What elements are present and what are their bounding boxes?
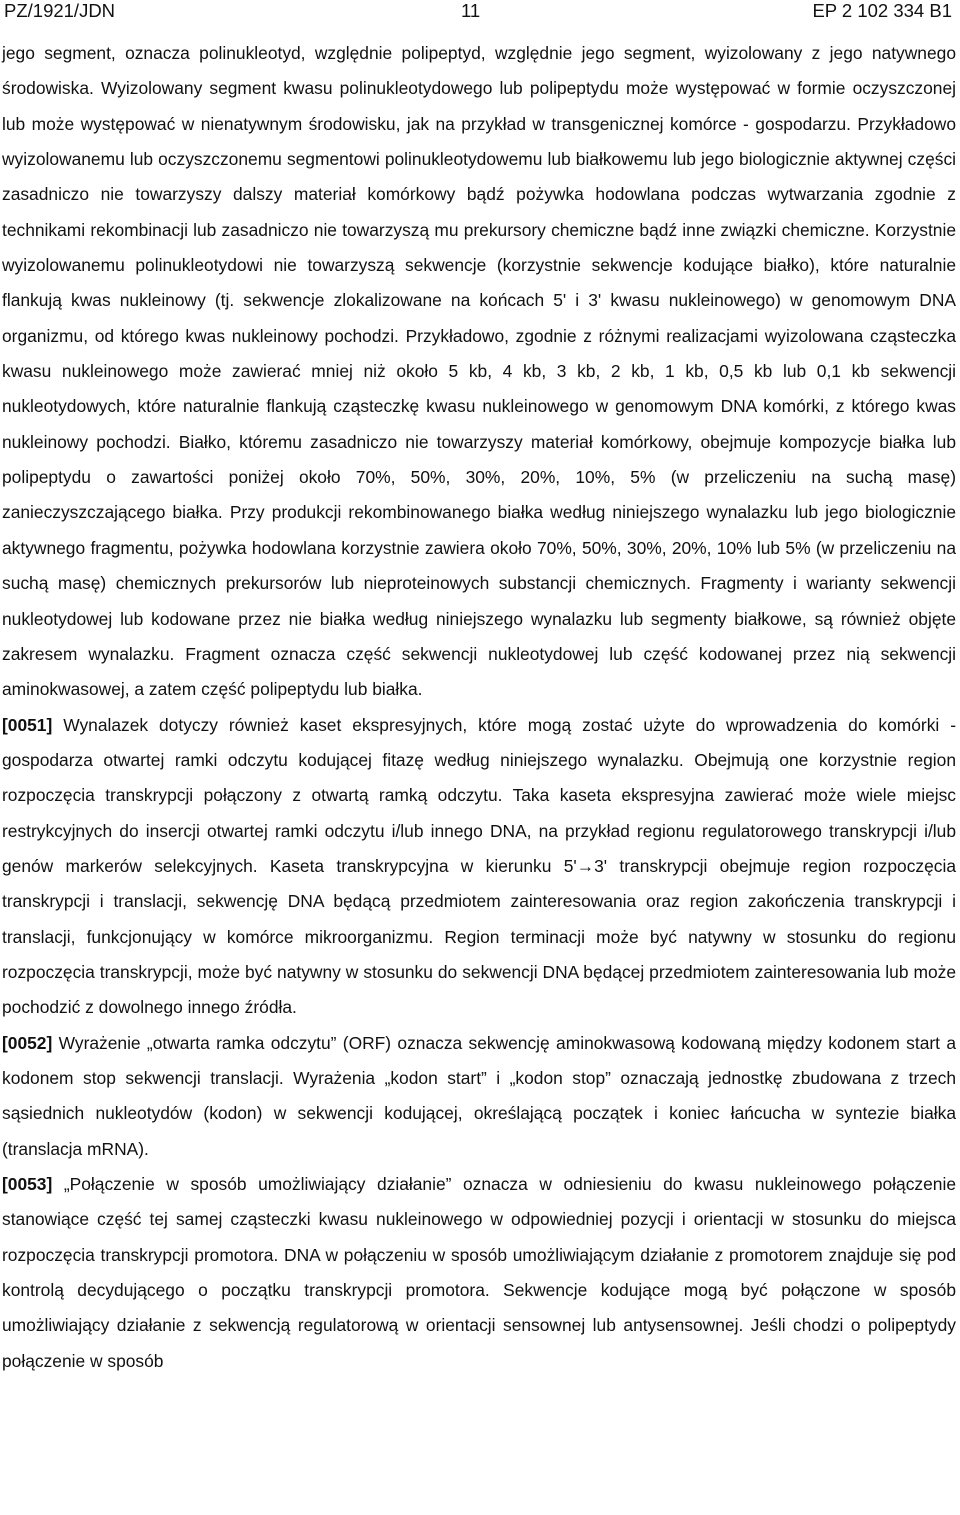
paragraph-text: Wyrażenie „otwarta ramka odczytu” (ORF) oznacza sekwencję aminokwasową kodowaną między kodonem start a kodonem stop sekwencji translacji. Wyrażenia „kodon start” i „kodon stop” oznaczają jednostkę zbudowana z trzech sąsiednich nukleotydów (kodon) w sekwencji kodującej, określającą początek i koniec łańcucha w syntezie białka (translacja mRNA). — [2, 1032, 956, 1159]
paragraph-0051 — [2, 708, 956, 1026]
paragraph-text: jego segment, oznacza polinukleotyd, względnie polipeptyd, względnie jego segment, wyizolowany z jego natywnego środowiska. Wyizolowany segment kwasu polinukleotydowego lub polipeptydu może występować w formie oczyszczonej lub może występować w nienatywnym środowisku, jak na przykład w transgenicznej komórce - gospodarzu. Przykładowo wyizolowanemu lub oczyszczonemu segmentowi polinukleotydowemu lub białkowemu lub jego biologicznie aktywnej części zasadniczo nie towarzyszy dalszy materiał komórkowy bądź pożywka hodowlana podczas wytwarzania zgodnie z technikami rekombinacji lub zasadniczo nie towarzyszą mu prekursory chemiczne bądź inne związki chemiczne. Korzystnie wyizolowanemu polinukleotydowi nie towarzyszą sekwencje (korzystnie sekwencje kodujące białko), które naturalnie flankują kwas nukleinowy (tj. sekwencje zlokalizowane na końcach 5' i 3' kwasu nukleinowego) w genomowym DNA organizmu, od którego kwas nukleinowy pochodzi. Przykładowo, zgodnie z różnymi realizacjami wyizolowana cząsteczka kwasu nukleinowego może zawierać mniej niż około 5 kb, 4 kb, 3 kb, 2 kb, 1 kb, 0,5 kb lub 0,1 kb sekwencji nukleotydowych, które naturalnie flankują cząsteczkę kwasu nukleinowego w genomowym DNA komórki, z którego kwas nukleinowy pochodzi. Białko, któremu zasadniczo nie towarzyszy materiał komórkowy, obejmuje kompozycje białka lub polipeptydu o zawartości poniżej około 70%, 50%, 30%, 20%, 10%, 5% (w przeliczeniu na suchą masę) zanieczyszczającego białka. Przy produkcji rekombinowanego białka według niniejszego wynalazku lub jego biologicznie aktywnego fragmentu, pożywka hodowlana korzystnie zawiera około 70%, 50%, 30%, 20%, 10% lub 5% (w przeliczeniu na suchą masę) chemicznych prekursorów lub nieproteinowych substancji chemicznych. Fragmenty i warianty sekwencji nukleotydowej lub kodowane przez nie białka według niniejszego wynalazku lub segmenty białkowe, są również objęte zakresem wynalazku. Fragment oznacza część sekwencji nukleotydowej lub część kodowanej przez nią sekwencji aminokwasowej, a zatem część polipeptydu lub białka. — [2, 43, 956, 700]
paragraph-text: „Połączenie w sposób umożliwiający działanie” oznacza w odniesieniu do kwasu nukleinowego połączenie stanowiące część tej samej cząsteczki kwasu nukleinowego w odpowiedniej pozycji i orientacji w stosunku do miejsca rozpoczęcia transkrypcji promotora. DNA w połączeniu w sposób umożliwiającym działanie z promotorem znajduje się pod kontrolą decydującego o początku transkrypcji promotora. Sekwencje kodujące mogą być połączone w sposób umożliwiający działanie z sekwencją regulatorową w orientacji sensownej lub antysensownej. Jeśli chodzi o polipeptydy połączenie w sposób — [2, 1174, 956, 1371]
paragraph-0052 — [2, 1026, 956, 1167]
document-body — [2, 36, 956, 1379]
document-reference: PZ/1921/JDN — [4, 0, 116, 21]
paragraph-continuation — [2, 36, 956, 708]
paragraph-number: [0053] — [2, 1174, 53, 1194]
patent-number: EP 2 102 334 B1 — [812, 0, 952, 21]
paragraph-number: [0051] — [2, 714, 53, 735]
page-number: 11 — [461, 0, 481, 21]
paragraph-0053 — [2, 1167, 956, 1379]
paragraph-number: [0052] — [2, 1032, 53, 1053]
paragraph-text: Wynalazek dotyczy również kaset ekspresyjnych, które mogą zostać użyte do wprowadzenia do komórki - gospodarza otwartej ramki odczytu kodującej fitazę według niniejszego wynalazku. Obejmują one korzystnie region rozpoczęcia transkrypcji połączony z otwartą ramką odczytu. Taka kaseta ekspresyjna zawierać może wiele miejsc restrykcyjnych do insercji otwartej ramki odczytu i/lub innego DNA, na przykład regionu regulatorowego transkrypcji i/lub genów markerów selekcyjnych. Kaseta transkrypcyjna w kierunku 5'→3' transkrypcji obejmuje region rozpoczęcia transkrypcji i translacji, sekwencję DNA będącą przedmiotem zainteresowania oraz region zakończenia transkrypcji i translacji, funkcjonujący w komórce mikroorganizmu. Region terminacji może być natywny w stosunku do regionu rozpoczęcia transkrypcji, może być natywny w stosunku do sekwencji DNA będącej przedmiotem zainteresowania lub może pochodzić z dowolnego innego źródła. — [2, 714, 956, 1018]
page-header — [2, 0, 958, 24]
